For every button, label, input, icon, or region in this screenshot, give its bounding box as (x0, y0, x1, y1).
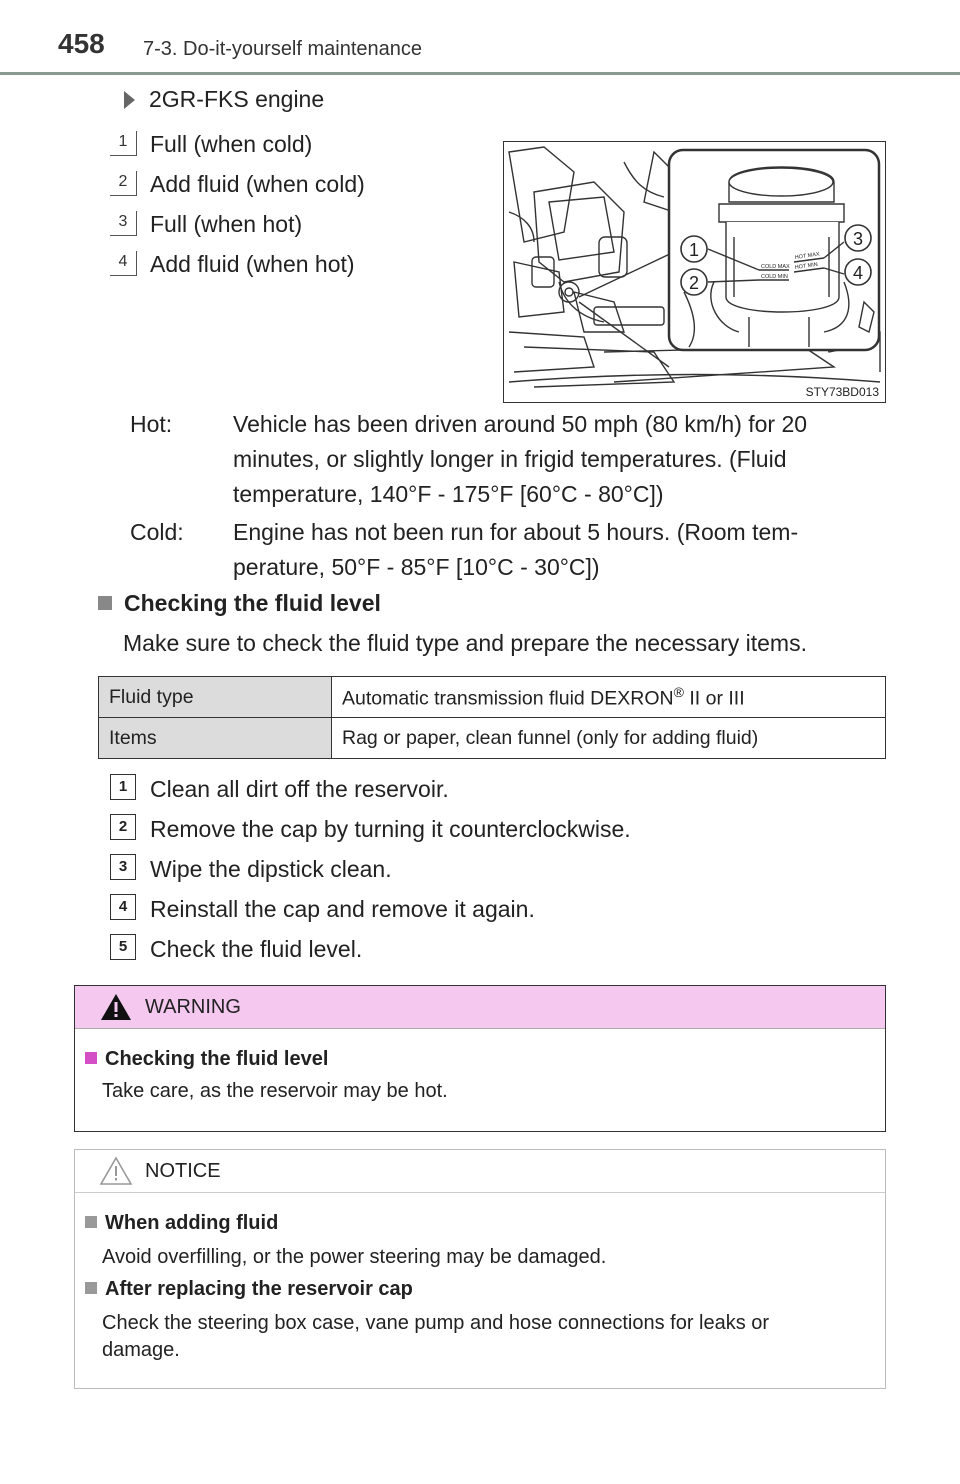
callout-2: 2 (688, 273, 700, 293)
triangle-bullet-icon (124, 91, 135, 109)
page-number: 458 (58, 28, 105, 59)
legend-number: 2 (110, 171, 137, 196)
cold-definition (0, 515, 960, 587)
legend-text: Full (when cold) (150, 131, 313, 157)
fluid-info-table (98, 676, 886, 759)
table-row (99, 718, 886, 759)
step-number: 4 (110, 894, 136, 920)
figure-code: STY73BD013 (805, 385, 879, 399)
notice-box (74, 1149, 886, 1389)
engine-label-text: 2GR-FKS engine (149, 86, 325, 112)
notice-header (75, 1150, 885, 1193)
step-text: Wipe the dipstick clean. (150, 856, 392, 882)
legend-number: 4 (110, 251, 137, 276)
table-cell (332, 677, 886, 718)
notice-item1-title-text: When adding fluid (105, 1212, 279, 1234)
section-title: 7-3. Do-it-yourself maintenance (143, 38, 423, 60)
step-number: 2 (110, 814, 136, 840)
warning-item-text: Take care, as the reservoir may be hot. (102, 1080, 448, 1102)
cold-desc-line: Engine has not been run for about 5 hours. (Room tem- (233, 519, 799, 545)
legend-number: 1 (110, 131, 137, 156)
warning-label: WARNING (145, 996, 241, 1018)
callout-3: 3 (852, 229, 864, 249)
square-bullet-icon (85, 1052, 97, 1064)
engine-reservoir-illustration (503, 141, 886, 403)
step-number: 3 (110, 854, 136, 880)
table-row (99, 677, 886, 718)
table-header-cell: Items (99, 718, 332, 759)
checking-intro: Make sure to check the fluid type and prepare the necessary items. (123, 630, 807, 656)
table-header-cell: Fluid type (99, 677, 332, 718)
legend-number: 3 (110, 211, 137, 236)
hot-desc-line: minutes, or slightly longer in frigid temperatures. (Fluid (233, 446, 787, 472)
step-text: Check the fluid level. (150, 936, 363, 962)
notice-item2-title-text: After replacing the reservoir cap (105, 1278, 413, 1300)
warning-item-title (85, 1048, 328, 1071)
table-cell: Rag or paper, clean funnel (only for adding fluid) (332, 718, 886, 759)
warning-item-title-text: Checking the fluid level (105, 1048, 329, 1070)
cold-max-mark: COLD MAX (761, 264, 790, 270)
hot-desc-line: temperature, 140°F - 175°F [60°C - 80°C]) (233, 481, 664, 507)
notice-item-title (85, 1278, 413, 1301)
page-header (0, 0, 960, 76)
hot-definition (0, 407, 960, 517)
checking-heading (98, 590, 381, 617)
legend-text: Add fluid (when cold) (150, 171, 365, 197)
step-number: 1 (110, 774, 136, 800)
notice-triangle-icon (99, 1156, 133, 1186)
fluid-type-suffix: II or III (683, 687, 745, 710)
cold-term: Cold: (130, 519, 184, 545)
callout-1: 1 (688, 240, 700, 260)
callout-4: 4 (852, 263, 864, 283)
warning-header (75, 986, 885, 1029)
hot-max-mark: HOT MAX (794, 251, 821, 261)
step-number: 5 (110, 934, 136, 960)
hot-min-mark: HOT MIN (794, 261, 819, 271)
legend-text: Full (when hot) (150, 211, 303, 237)
legend-text: Add fluid (when hot) (150, 251, 355, 277)
notice-item2-text-line: Check the steering box case, vane pump and hose connections for leaks or (102, 1312, 770, 1334)
square-bullet-icon (85, 1282, 97, 1294)
step-text: Reinstall the cap and remove it again. (150, 896, 535, 922)
step-text: Clean all dirt off the reservoir. (150, 776, 449, 802)
header-divider (0, 72, 960, 75)
notice-item2-text-line: damage. (102, 1339, 180, 1361)
registered-mark: ® (673, 683, 684, 700)
reservoir-drawing (504, 142, 885, 402)
notice-label: NOTICE (145, 1160, 221, 1182)
step-text: Remove the cap by turning it counterclockwise. (150, 816, 631, 842)
hot-term: Hot: (130, 411, 173, 437)
square-bullet-icon (85, 1216, 97, 1228)
hot-desc-line: Vehicle has been driven around 50 mph (80 km/h) for 20 (233, 411, 808, 437)
checking-heading-text: Checking the fluid level (124, 590, 381, 616)
fluid-type-value: Automatic transmission fluid DEXRON (342, 687, 674, 710)
square-bullet-icon (98, 596, 112, 610)
notice-item1-text: Avoid overfilling, or the power steering may be damaged. (102, 1246, 607, 1268)
cold-min-mark: COLD MIN (761, 274, 788, 280)
warning-triangle-icon (99, 992, 133, 1022)
notice-item-title (85, 1212, 278, 1235)
warning-box (74, 985, 886, 1132)
engine-label (124, 86, 324, 113)
cold-desc-line: perature, 50°F - 85°F [10°C - 30°C]) (233, 554, 600, 580)
